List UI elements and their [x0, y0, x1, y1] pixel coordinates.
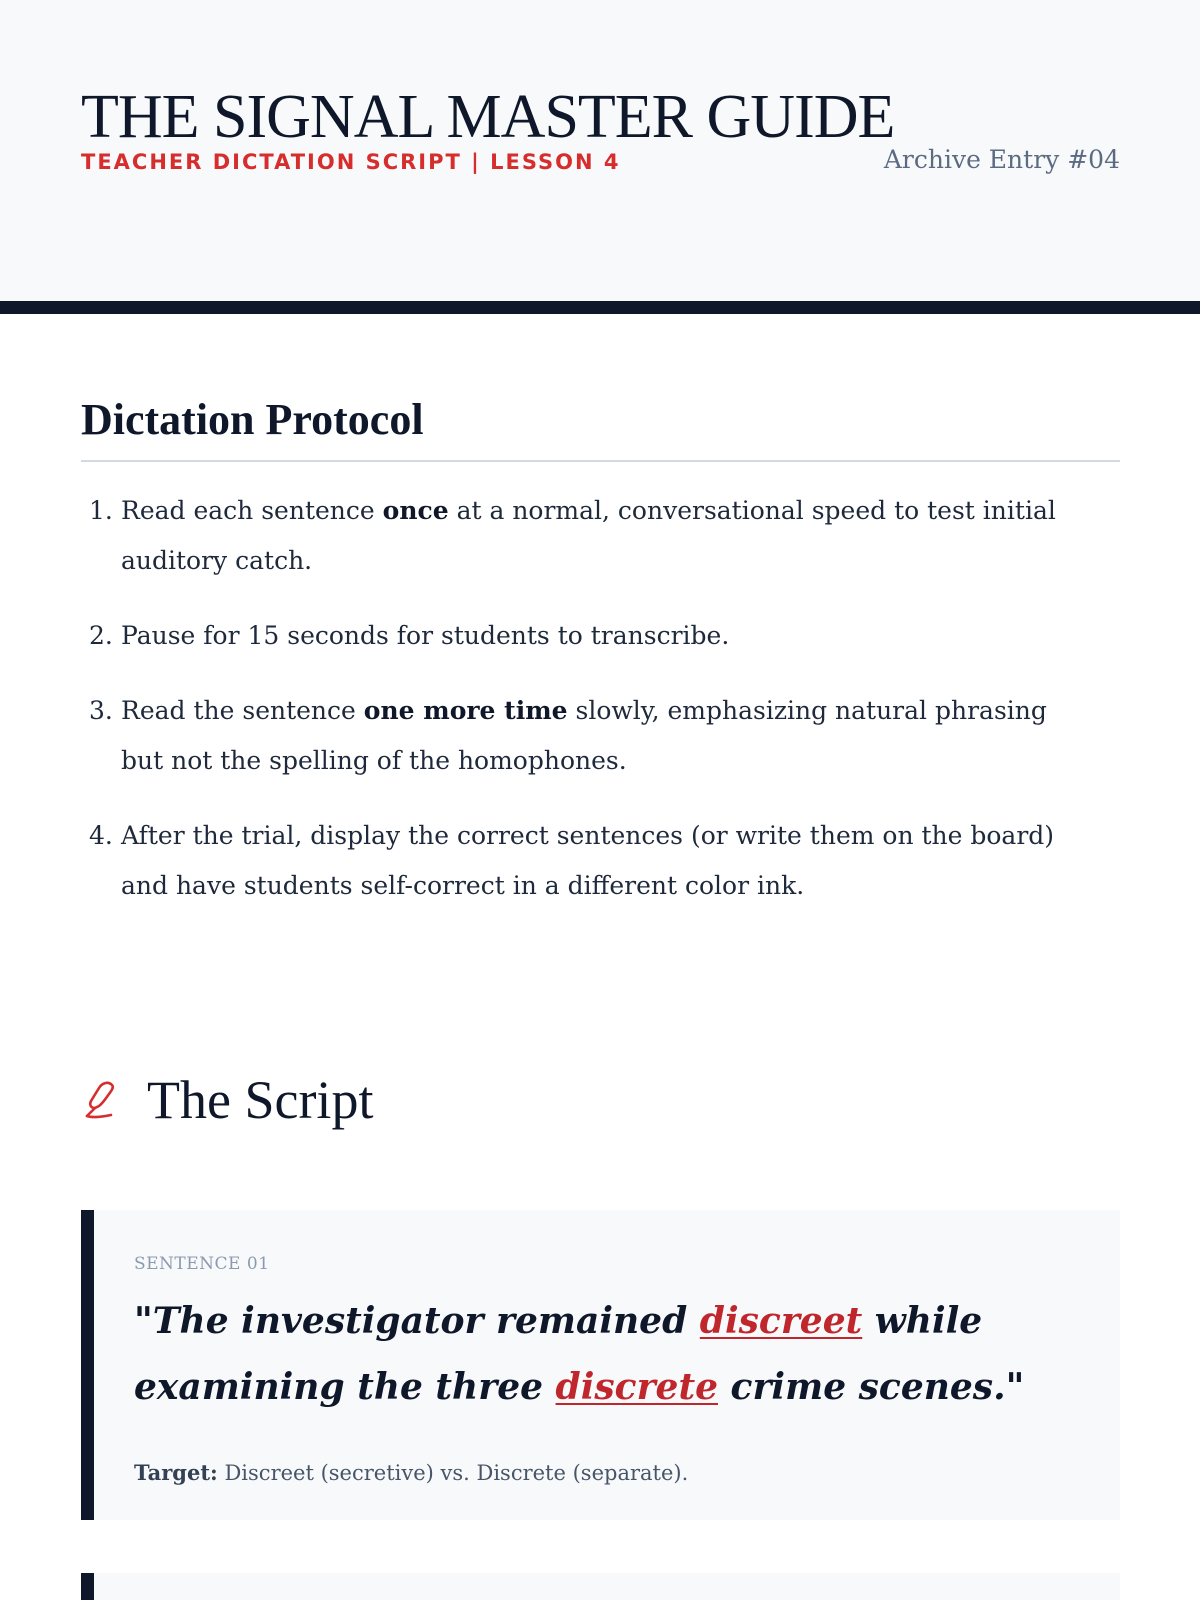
- step-text: Pause for 15 seconds for students to transcribe.: [121, 621, 730, 650]
- sentence-card: [81, 1210, 1120, 1520]
- protocol-divider: [81, 460, 1120, 462]
- step-text: Read the sentence: [121, 696, 364, 725]
- protocol-step: [81, 486, 1081, 586]
- script-heading: [81, 1070, 373, 1130]
- document-header: [0, 0, 1200, 301]
- protocol-list: [81, 486, 1081, 936]
- document-subtitle: TEACHER DICTATION SCRIPT | LESSON 4: [81, 150, 621, 174]
- target-text: Discreet (secretive) vs. Discrete (separate).: [217, 1461, 689, 1485]
- sentence-card: [81, 1573, 1120, 1600]
- protocol-step: [81, 811, 1081, 911]
- step-emphasis: once: [382, 496, 449, 525]
- step-number: 1.: [89, 496, 113, 525]
- step-number: 3.: [89, 696, 113, 725]
- step-emphasis: one more time: [363, 696, 568, 725]
- protocol-step: [81, 686, 1081, 786]
- sentence-fragment: "The investigator remained: [134, 1300, 700, 1342]
- step-text: Read each sentence: [121, 496, 383, 525]
- step-number: 4.: [89, 821, 113, 850]
- archive-entry-label: Archive Entry #04: [883, 145, 1120, 174]
- sentence-label: SENTENCE 01: [134, 1254, 270, 1274]
- header-divider: [0, 301, 1200, 314]
- protocol-heading: Dictation Protocol: [81, 395, 424, 444]
- protocol-step: [81, 611, 1081, 661]
- script-title: The Script: [147, 1070, 374, 1130]
- step-text: After the trial, display the correct sentences (or write them on the board) and have students self-correct in a different color ink.: [121, 821, 1055, 900]
- sentence-text: [134, 1288, 1094, 1420]
- homophone-highlight: discrete: [555, 1366, 718, 1408]
- sentence-fragment: crime scenes.": [718, 1366, 1025, 1408]
- sentence-target: [134, 1460, 688, 1485]
- step-text: at a normal, conversational speed to test initial auditory catch.: [121, 496, 1056, 575]
- step-text: slowly, emphasizing natural phrasing but not the spelling of the homophones.: [121, 696, 1047, 775]
- sentence-fragment: while examining the three: [134, 1300, 983, 1408]
- pen-nib-icon: [81, 1078, 121, 1122]
- homophone-highlight: discreet: [699, 1300, 863, 1342]
- document-title: THE SIGNAL MASTER GUIDE: [81, 83, 895, 151]
- target-label: Target:: [134, 1460, 218, 1485]
- step-number: 2.: [89, 621, 113, 650]
